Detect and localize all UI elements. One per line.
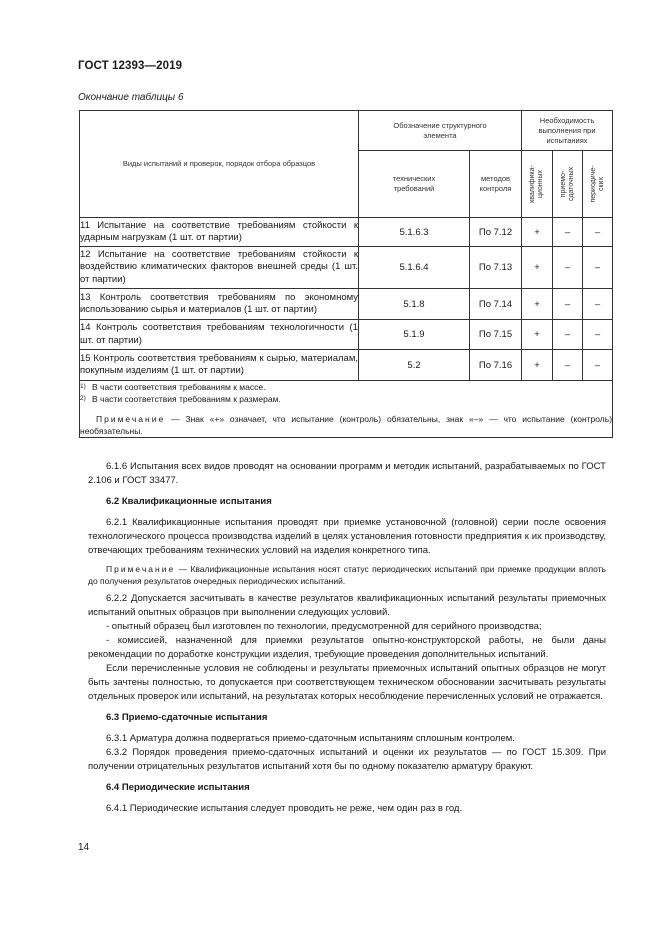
header-structural-element: Обозначение структурного элемента xyxy=(359,111,522,151)
table-caption: Окончание таблицы 6 xyxy=(78,92,184,103)
table-row: 14 Контроль соответствия требованиям технологичности (1 шт. от партии) 5.1.9 По 7.15 + – – xyxy=(80,320,613,350)
footnote: 2) В части соответствия требованиям к размерам. xyxy=(80,394,281,404)
table-row: 12 Испытание на соответствие требованиям стойкости к воздействию климатических факторов внешней среды (1 шт. от партии) 5.1.6.4 По 7.13 + – – xyxy=(80,247,613,289)
page-number: 14 xyxy=(78,842,90,853)
paragraph-conditions: Если перечисленные условия не соблюдены и результаты приемочных испытаний опытных образцов не могут быть зачтены полностью, то допускается при соответствующем техническом обосновании засчитывать результаты отдельных проверок или испытаний, на результатах которых несоблюдение перечисленных условий не отражается. xyxy=(88,663,606,702)
document-title: ГОСТ 12393—2019 xyxy=(78,60,183,72)
paragraph-6-4-1: 6.4.1 Периодические испытания следует проводить не реже, чем один раз в год. xyxy=(106,803,463,814)
paragraph-6-1-6: 6.1.6 Испытания всех видов проводят на основании программ и методик испытаний, разрабатываемых по ГОСТ 2.106 и ГОСТ 33477. xyxy=(88,461,606,486)
footnote: 1) В части соответствия требованиям к массе. xyxy=(80,382,266,392)
paragraph-6-3-2: 6.3.2 Порядок проведения приемо-сдаточных испытаний и оценки их результатов — по ГОСТ 15.309. При получении отрицательных результатов испытаний хотя бы по одному показателю арматуру бракуют. xyxy=(88,747,606,772)
test-table xyxy=(79,110,613,438)
header-control-methods: методов контроля xyxy=(470,151,522,218)
header-necessity: Необходимость выполнения при испытаниях xyxy=(522,111,613,151)
paragraph-6-3-1: 6.3.1 Арматура должна подвергаться приемо-сдаточным испытаниям сплошным контролем. xyxy=(106,733,515,744)
header-periodic: периодиче- ских xyxy=(583,151,613,218)
header-qualification: квалифика- ционных xyxy=(522,151,553,218)
section-heading-6-4: 6.4 Периодические испытания xyxy=(106,782,250,793)
section-heading-6-2: 6.2 Квалификационные испытания xyxy=(106,496,272,507)
section-heading-6-3: 6.3 Приемо-сдаточные испытания xyxy=(106,712,268,723)
paragraph-6-2-1: 6.2.1 Квалификационные испытания проводят при приемке установочной (головной) серии после освоения технологического процесса производства изделий в целях установления готовности предприятия к их производству, отвечающих требованиям технических условий на изделия конкретного типа. xyxy=(88,517,606,556)
header-acceptance: приемо- сдаточных xyxy=(553,151,583,218)
list-item: - опытный образец был изготовлен по технологии, предусмотренной для серийного производства; xyxy=(106,621,542,632)
table-footer xyxy=(80,381,613,438)
table-row: 11 Испытание на соответствие требованиям стойкости к ударным нагрузкам (1 шт. от партии) 5.1.6.3 По 7.12 + – – xyxy=(80,218,613,247)
document-body xyxy=(88,460,606,816)
table-row: 13 Контроль соответствия требованиям по экономному использованию сырья и материалов (1 шт. от партии) 5.1.8 По 7.14 + – – xyxy=(80,289,613,320)
header-test-types: Виды испытаний и проверок, порядок отбора образцов xyxy=(80,111,359,218)
table-row: 15 Контроль соответствия требованиям к сырью, материалам, покупным изделиям (1 шт. от партии) 5.2 По 7.16 + – – xyxy=(80,350,613,381)
header-tech-requirements: технических требований xyxy=(359,151,470,218)
table-note: Примечание — Знак «+» означает, что испытание (контроль) обязательны, знак «–» — что испытание (контроль) необязательны. xyxy=(80,414,613,436)
note-6-2-1: Примечание — Квалификационные испытания носят статус периодических испытаний при приемке продукции вплоть до получения результатов очередных периодических испытаний. xyxy=(88,564,606,586)
paragraph-6-2-2: 6.2.2 Допускается засчитывать в качестве результатов квалификационных испытаний результаты приемочных испытаний опытных образцов при выполнении следующих условий. xyxy=(88,593,606,618)
list-item: - комиссией, назначенной для приемки результатов опытно-конструкторской работы, не были даны рекомендации по доработке конструкции изделия, требующие проведения дополнительных испытаний. xyxy=(88,635,606,660)
